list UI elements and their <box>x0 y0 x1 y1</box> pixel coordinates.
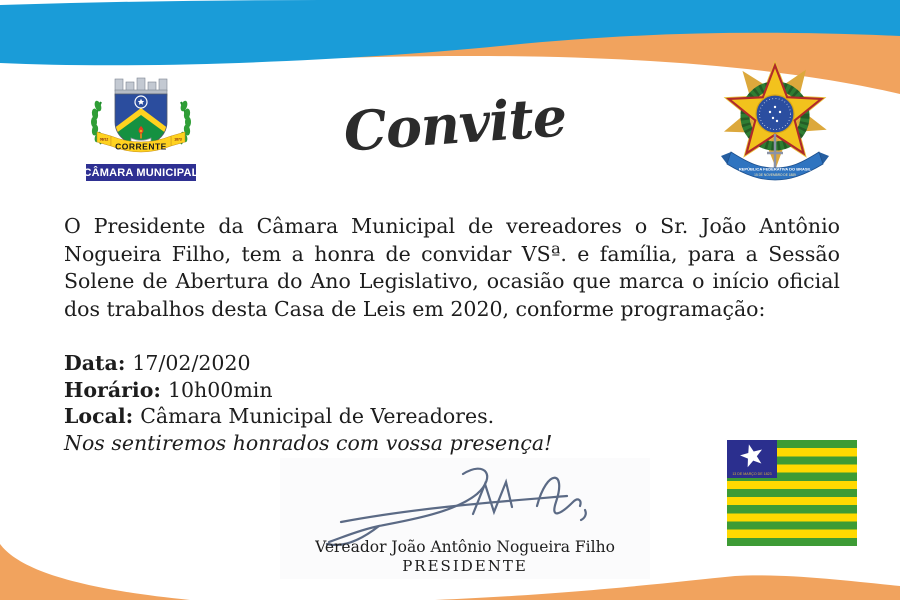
closing-line: Nos sentiremos honrados com vossa presença! <box>64 430 553 455</box>
invitation-paragraph <box>64 213 840 323</box>
crest-date-right: 1873 <box>174 137 182 142</box>
location-label: Local: <box>64 404 134 428</box>
paragraph-line-1: O Presidente da Câmara Municipal de vereadores o Sr. João Antônio <box>64 214 840 238</box>
date-value: 17/02/2020 <box>132 351 251 375</box>
invitation-title: Convite <box>341 84 569 164</box>
crest-date-left: 08/12 <box>99 137 109 142</box>
paragraph-line-3: Solene de Abertura do Ano Legislativo, ocasião que marca o início oficial <box>64 269 840 294</box>
event-details <box>64 350 552 456</box>
bottom-wave-right <box>435 575 900 600</box>
brazil-ribbon-line2: 15 DE NOVEMBRO DE 1889 <box>754 173 796 177</box>
detail-date <box>64 350 552 377</box>
canton-text: 13 DE MARÇO DE 1823 <box>732 472 772 476</box>
signer-name: Vereador João Antônio Nogueira Filho <box>315 538 615 556</box>
brazil-coat-of-arms-icon <box>714 58 836 190</box>
paragraph-line-4: dos trabalhos desta Casa de Leis em 2020, conforme programação: <box>64 296 766 321</box>
camara-municipal-banner: CÂMARA MUNICIPAL <box>86 164 196 181</box>
municipal-crest <box>84 74 198 181</box>
brazil-ribbon-line1: REPÚBLICA FEDERATIVA DO BRASIL <box>738 166 812 172</box>
crest-city-name: CORRENTE <box>115 141 167 152</box>
time-value: 10h00min <box>167 377 273 402</box>
date-label: Data: <box>64 351 126 375</box>
bottom-wave-left <box>0 544 190 600</box>
mural-crown-icon <box>115 78 167 96</box>
time-label: Horário: <box>64 377 161 402</box>
location-value: Câmara Municipal de Vereadores. <box>140 404 495 428</box>
paragraph-line-2: Nogueira Filho, tem a honra de convidar VSª. e família, para a Sessão <box>64 241 840 266</box>
signer-role: PRESIDENTE <box>402 557 528 575</box>
detail-time <box>64 377 552 404</box>
piaui-flag-canton <box>727 440 777 478</box>
detail-location <box>64 403 552 430</box>
municipal-crest-icon <box>85 74 197 162</box>
bottom-wave-decoration <box>0 520 900 600</box>
